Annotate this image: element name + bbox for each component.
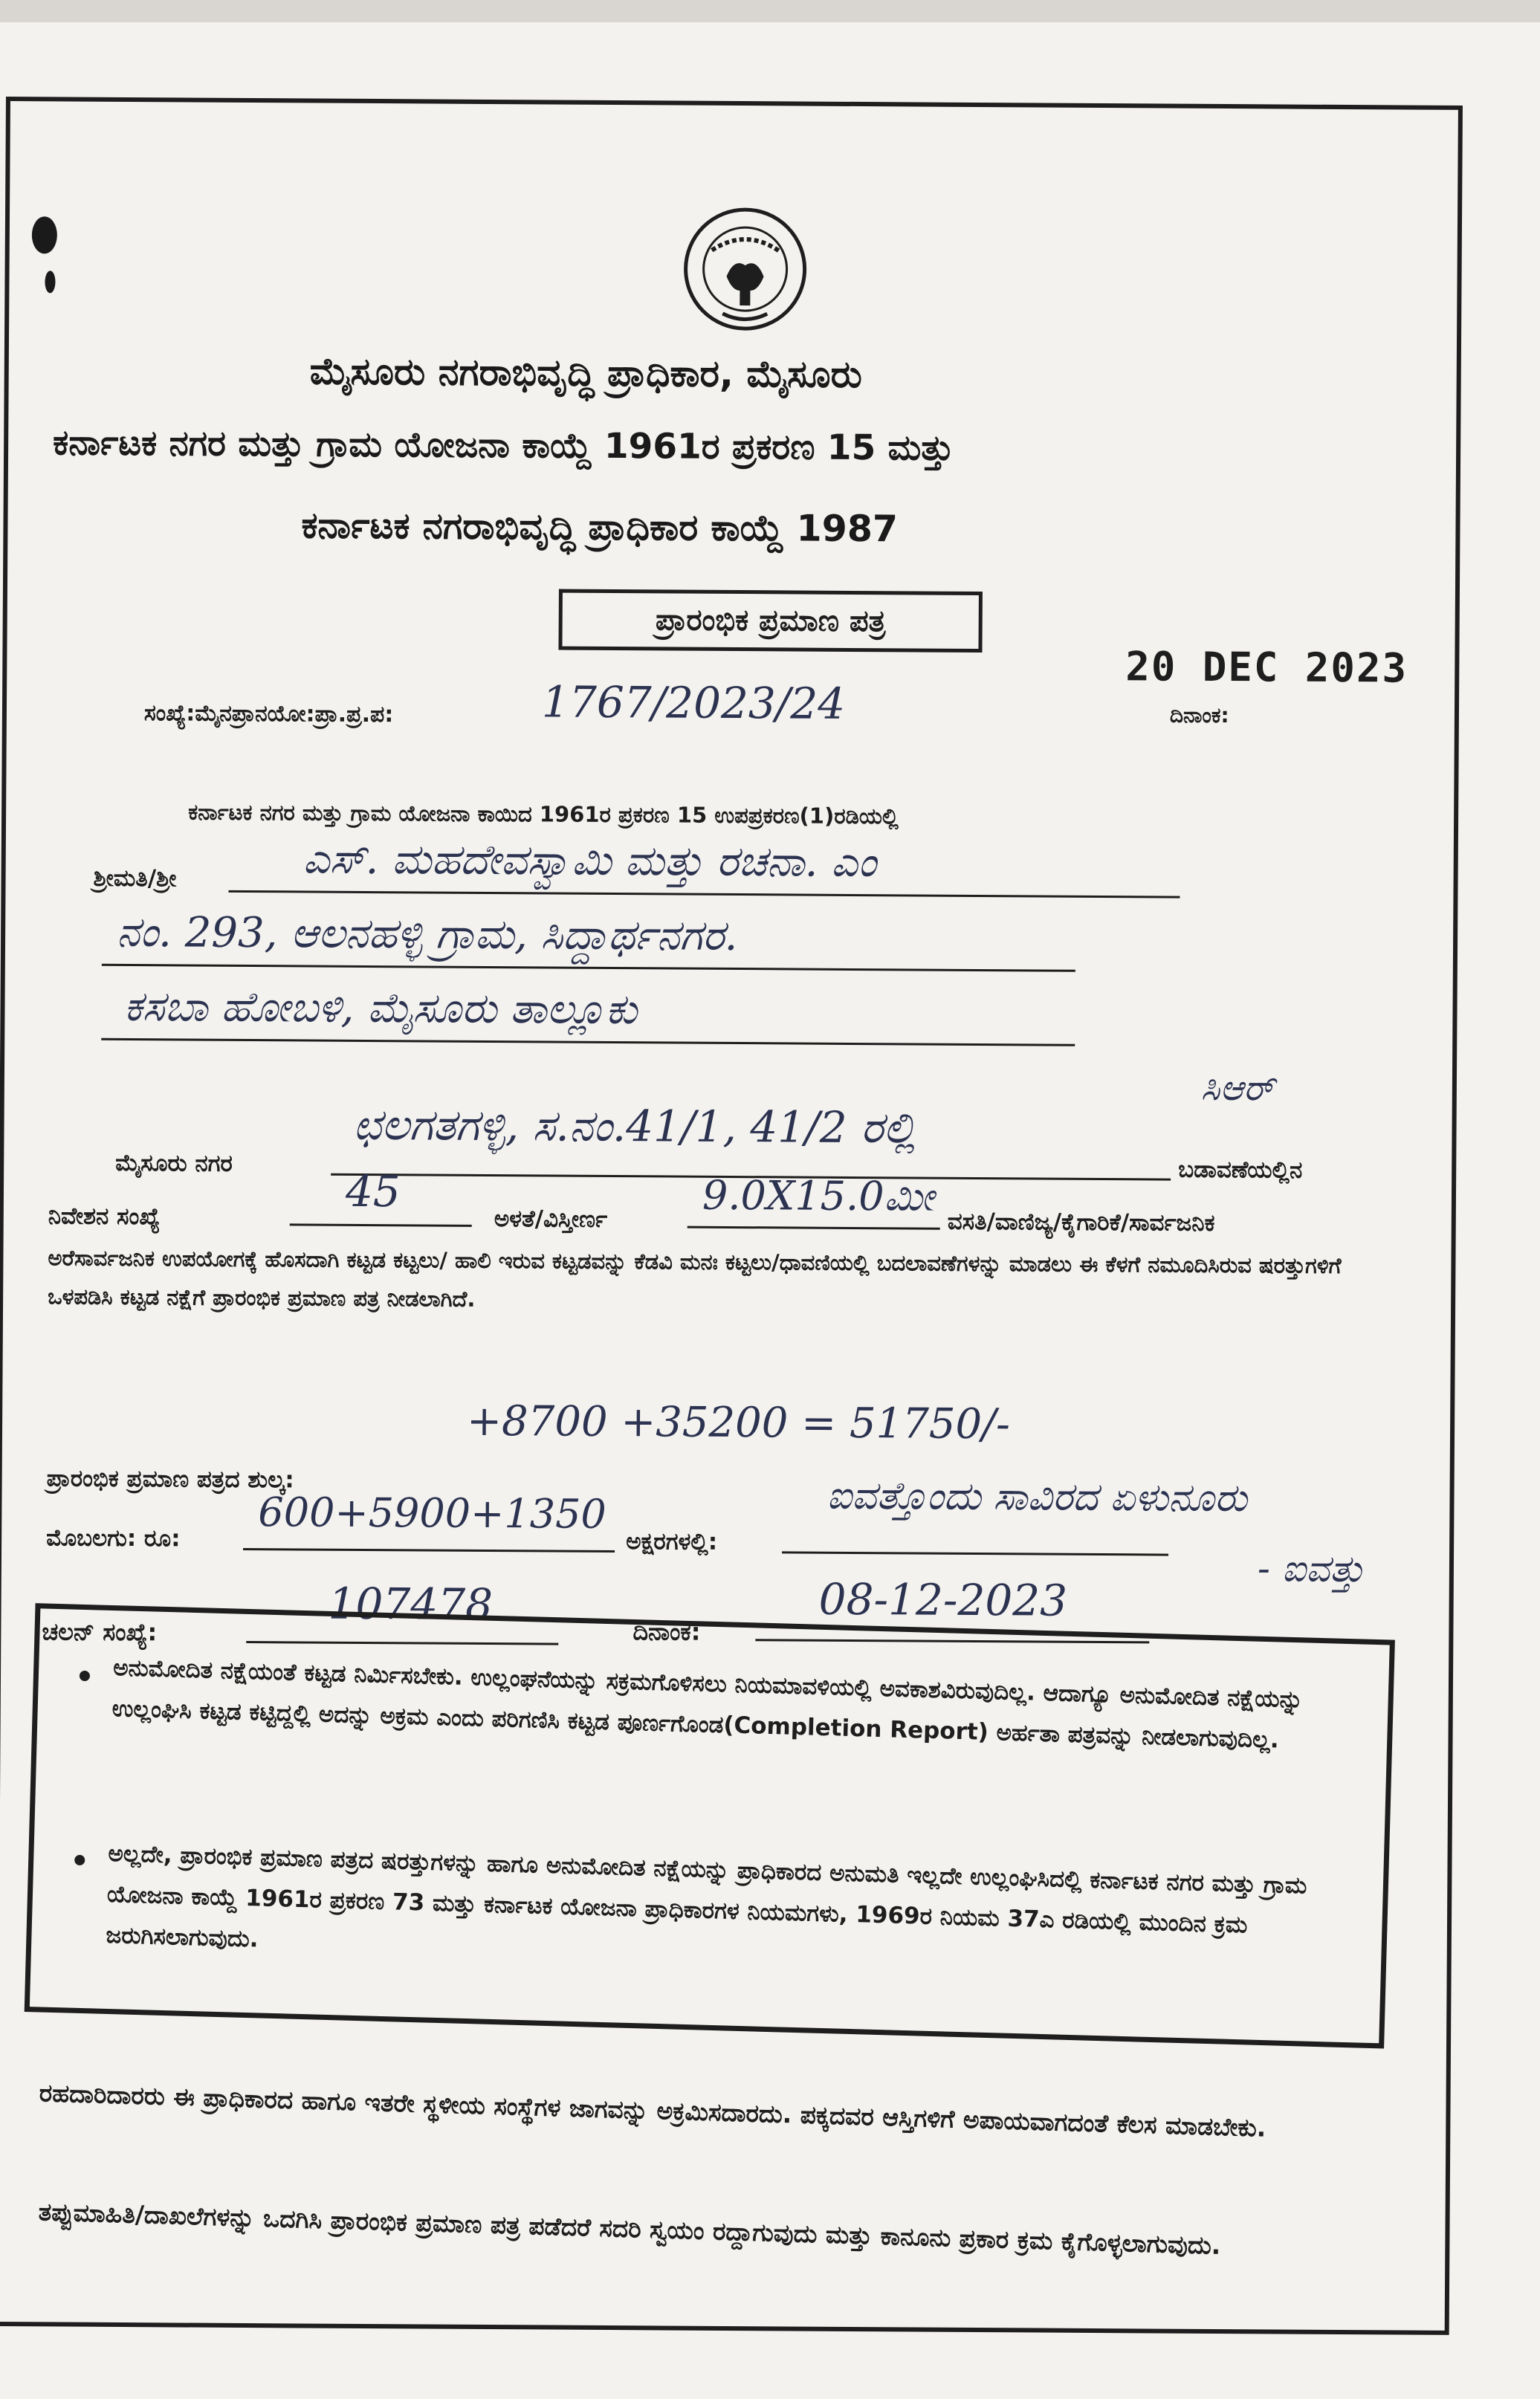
underline	[782, 1551, 1168, 1555]
dimensions-label: ಅಳತೆ/ವಿಸ್ತೀರ್ಣ	[494, 1205, 608, 1233]
amount-value: 600+5900+1350	[258, 1489, 606, 1538]
amount-words-value: ಐವತ್ತೊಂದು ಸಾವಿರದ ಏಳುನೂರು	[826, 1473, 1248, 1521]
challan-date-label: ದಿನಾಂಕ:	[632, 1617, 701, 1646]
underline	[101, 1038, 1075, 1046]
layout-suffix: ಬಡಾವಣೆಯಲ್ಲಿನ	[1178, 1156, 1303, 1184]
condition-1: ಅನುಮೋದಿತ ನಕ್ಷೆಯಂತೆ ಕಟ್ಟಡ ನಿರ್ಮಿಸಬೇಕು. ಉಲ್ಲಂಘನೆಯನ್ನು ಸಕ್ರಮಗೊಳಿಸಲು ನಿಯಮಾವಳಿಯಲ್ಲಿ ಅವಕಾಶವಿರುವುದಿಲ್ಲ. ಆದಾಗ್ಯೂ ಅನುಮೋದಿತ ನಕ್ಷೆಯನ್ನು ಉಲ್ಲಂಘಿಸಿ ಕಟ್ಟಡ ಕಟ್ಟಿದ್ದಲ್ಲಿ ಅದನ್ನು ಅಕ್ರಮ ಎಂದು ಪರಿಗಣಿಸಿ ಕಟ್ಟಡ ಪೂರ್ಣಗೊಂಡ(Completion Report) ಅರ್ಹತಾ ಪತ್ರವನ್ನು ನೀಡಲಾಗುವುದಿಲ್ಲ.	[111, 1654, 1304, 1754]
amount-words-value-2: - ಐವತ್ತು	[1257, 1547, 1365, 1591]
act-line-1: ಕರ್ನಾಟಕ ನಗರ ಮತ್ತು ಗ್ರಾಮ ಯೋಜನಾ ಕಾಯ್ದೆ 1961ರ ಪ್ರಕರಣ 15 ಮತ್ತು	[52, 422, 954, 469]
bullet	[80, 1671, 90, 1681]
challan-number: 107478	[328, 1578, 494, 1631]
permission-paragraph: ಅರೆಸಾರ್ವಜನಿಕ ಉಪಯೋಗಕ್ಕೆ ಹೊಸದಾಗಿ ಕಟ್ಟಡ ಕಟ್ಟಲು/ ಹಾಲಿ ಇರುವ ಕಟ್ಟಡವನ್ನು ಕೆಡವಿ ಮನಃ ಕಟ್ಟಲು/ಧಾವಣಿಯಲ್ಲಿ ಬದಲಾವಣೆಗಳನ್ನು ಮಾಡಲು ಈ ಕೆಳಗೆ ನಮೂದಿಸಿರುವ ಷರತ್ತುಗಳಿಗೆ ಒಳಪಡಿಸಿ ಕಟ್ಟಡ ನಕ್ಷೆಗೆ ಪ್ರಾರಂಭಿಕ ಪ್ರಮಾಣ ಪತ್ರ ನೀಡಲಾಗಿದೆ.	[48, 1245, 1342, 1312]
usage-text: ವಸತಿ/ವಾಣಿಜ್ಯ/ಕೈಗಾರಿಕೆ/ಸಾರ್ವಜನಿಕ	[947, 1208, 1215, 1237]
dimensions-value: 9.0X15.0ಮೀ	[702, 1171, 934, 1220]
footer-paragraph-1: ರಹದಾರಿದಾರರು ಈ ಪ್ರಾಧಿಕಾರದ ಹಾಗೂ ಇತರೇ ಸ್ಥಳೀಯ ಸಂಸ್ಥೆಗಳ ಜಾಗವನ್ನು ಅಕ್ರಮಿಸದಾರದು. ಪಕ್ಕದವರ ಆಸ್ತಿಗಳಿಗೆ ಅಪಾಯವಾಗದಂತೆ ಕೆಲಸ ಮಾಡಬೇಕು.	[39, 2078, 1266, 2143]
date-stamp: 20 DEC 2023	[1125, 643, 1408, 692]
document-border	[0, 97, 1463, 2335]
intro-line: ಕರ್ನಾಟಕ ನಗರ ಮತ್ತು ಗ್ರಾಮ ಯೋಜನಾ ಕಾಯಿದ 1961ರ ಪ್ರಕರಣ 15 ಉಪಪ್ರಕರಣ(1)ರಡಿಯಲ್ಲಿ	[188, 799, 899, 829]
site-number-value: 45	[345, 1165, 401, 1217]
site-number-label: ನಿವೇಶನ ಸಂಖ್ಯೆ	[48, 1202, 161, 1231]
city-label: ಮೈಸೂರು ನಗರ	[115, 1149, 233, 1177]
fee-calculation: +8700 +35200 = 51750/-	[466, 1396, 1011, 1449]
condition-2: ಅಲ್ಲದೇ, ಪ್ರಾರಂಭಿಕ ಪ್ರಮಾಣ ಪತ್ರದ ಷರತ್ತುಗಳನ್ನು ಹಾಗೂ ಅನುಮೋದಿತ ನಕ್ಷೆಯನ್ನು ಪ್ರಾಧಿಕಾರದ ಅನುಮತಿ ಇಲ್ಲದೇ ಉಲ್ಲಂಘಿಸಿದಲ್ಲಿ ಕರ್ನಾಟಕ ನಗರ ಮತ್ತು ಗ್ರಾಮ ಯೋಜನಾ ಕಾಯ್ದೆ 1961ರ ಪ್ರಕರಣ 73 ಮತ್ತು ಕರ್ನಾಟಕ ಯೋಜನಾ ಪ್ರಾಧಿಕಾರಗಳ ನಿಯಮಗಳು, 1969ರ ನಿಯಮ 37ಎ ರಡಿಯಲ್ಲಿ ಮುಂದಿನ ಕ್ರಮ ಜರುಗಿಸಲಾಗುವುದು.	[106, 1839, 1307, 1953]
ink-mark	[45, 271, 55, 293]
document-sheet	[0, 22, 1540, 2399]
footer-paragraph-2: ತಪ್ಪುಮಾಹಿತಿ/ದಾಖಲೆಗಳನ್ನು ಒದಗಿಸಿ ಪ್ರಾರಂಭಿಕ ಪ್ರಮಾಣ ಪತ್ರ ಪಡೆದರೆ ಸದರಿ ಸ್ವಯಂ ರದ್ದಾಗುವುದು ಮತ್ತು ಕಾನೂನು ಪ್ರಕಾರ ಕ್ರಮ ಕೈಗೊಳ್ಳಲಾಗುವುದು.	[38, 2197, 1221, 2261]
authority-seal-icon	[682, 206, 809, 333]
underline	[102, 964, 1075, 972]
handwritten-extra: ಸಿಆರ್	[1200, 1066, 1275, 1110]
ink-mark	[32, 216, 57, 253]
conditions-box	[25, 1603, 1395, 2048]
bullet	[74, 1855, 85, 1865]
date-label: ದಿನಾಂಕ:	[1169, 702, 1229, 728]
underline	[243, 1548, 615, 1553]
act-line-2: ಕರ್ನಾಟಕ ನಗರಾಭಿವೃದ್ಧಿ ಪ್ರಾಧಿಕಾರ ಕಾಯ್ದೆ 1987	[301, 504, 899, 551]
amount-words-label: ಅಕ್ಷರಗಳಲ್ಲಿ:	[626, 1528, 718, 1555]
authority-name: ಮೈಸೂರು ನಗರಾಭಿವೃದ್ಧಿ ಪ್ರಾಧಿಕಾರ, ಮೈಸೂರು	[309, 349, 863, 397]
fee-label: ಪ್ರಾರಂಭಿಕ ಪ್ರಮಾಣ ಪತ್ರದ ಶುಲ್ಕ:	[46, 1465, 294, 1494]
reference-number-value: 1767/2023/24	[541, 676, 846, 729]
address-line-2: ಕಸಬಾ ಹೋಬಳಿ, ಮೈಸೂರು ತಾಲ್ಲೂಕು	[123, 982, 638, 1035]
layout-name: ಛಲಗತಗಳ್ಳಿ, ಸ.ನಂ.41/1, 41/2 ರಲ್ಲಿ	[353, 1098, 916, 1153]
challan-label: ಚಲನ್ ಸಂಖ್ಯೆ:	[42, 1617, 158, 1647]
underline	[688, 1226, 940, 1230]
name-label: ಶ್ರೀಮತಿ/ಶ್ರೀ	[93, 864, 177, 893]
certificate-title: ಪ್ರಾರಂಭಿಕ ಪ್ರಮಾಣ ಪತ್ರ	[558, 589, 982, 653]
address-line-1: ನಂ. 293, ಆಲನಹಳ್ಳಿ ಗ್ರಾಮ, ಸಿದ್ದಾರ್ಥನಗರ.	[116, 907, 738, 961]
applicant-name: ಎಸ್. ಮಹದೇವಸ್ವಾಮಿ ಮತ್ತು ರಚನಾ. ಎಂ	[302, 835, 877, 887]
underline	[228, 890, 1180, 899]
underline	[290, 1223, 472, 1226]
amount-label: ಮೊಬಲಗು: ರೂ:	[46, 1524, 181, 1553]
reference-number-label: ಸಂಖ್ಯೆ:ಮೈನಪ್ರಾನಯೋ:ಪ್ರಾ.ಪ್ರ.ಪ:	[143, 700, 394, 728]
challan-date: 08-12-2023	[818, 1573, 1068, 1626]
